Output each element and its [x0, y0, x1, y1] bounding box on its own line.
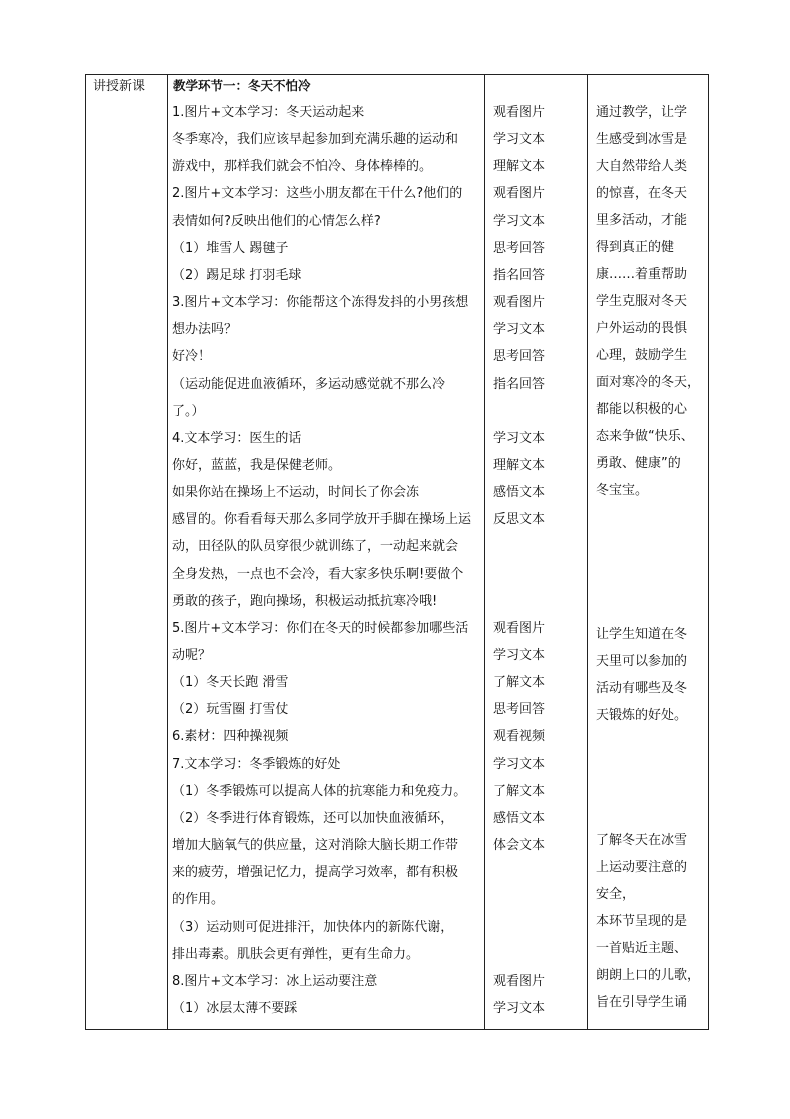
design-note-line: 都能以积极的心 [596, 402, 688, 417]
content-line: 5.图片+文本学习：你们在冬天的时候都参加哪些活 [172, 620, 469, 636]
teaching-content-cell [167, 75, 484, 1029]
design-note-line: 上运动要注意的 [596, 860, 688, 875]
content-line: 感冒的。你看看每天那么多同学放开手脚在操场上运 [172, 512, 472, 528]
activity-item: 学习文本 [493, 1000, 546, 1016]
content-line: 排出毒素。肌肤会更有弹性，更有生命力。 [172, 946, 420, 962]
design-note-line: 大自然带给人类 [596, 159, 688, 174]
activity-item: 学习文本 [493, 430, 546, 446]
design-note-line: 学生克服对冬天 [596, 294, 688, 309]
design-note [596, 621, 704, 729]
content-line: 增加大脑氧气的供应量，这对消除大脑长期工作带 [172, 838, 459, 854]
content-line: （1）冬季锻炼可以提高人体的抗寒能力和免疫力。 [172, 783, 467, 799]
activity-item: 了解文本 [493, 675, 546, 691]
design-note-line: 了解冬天在冰雪 [596, 833, 688, 848]
content-line: 1.图片+文本学习：冬天运动起来 [172, 105, 365, 120]
activity-item: 思考回答 [493, 349, 546, 365]
content-line: 勇敢的孩子，跑向操场，积极运动抵抗寒冷哦! [172, 593, 438, 609]
activity-item: 思考回答 [493, 702, 546, 718]
design-note-line: 的惊喜，在冬天 [596, 186, 688, 201]
activity-item: 理解文本 [493, 159, 546, 175]
content-line: （3）运动则可促进排汗，加快体内的新陈代谢， [172, 919, 454, 935]
content-line: 8.图片+文本学习：冰上运动要注意 [172, 973, 378, 989]
content-line: （2）冬季进行体育锻炼，还可以加快血液循环， [172, 810, 454, 826]
content-line: （1）冬天长跑 滑雪 [172, 675, 289, 691]
content-line: 冬季寒冷，我们应该早起参加到充满乐趣的运动和 [172, 132, 459, 148]
content-line: 表情如何?反映出他们的心情怎么样? [172, 213, 381, 229]
activity-item: 理解文本 [493, 457, 546, 473]
activity-item: 指名回答 [493, 267, 546, 283]
content-line: 游戏中，那样我们就会不怕冷、身体棒棒的。 [172, 159, 433, 175]
design-note-line: 户外运动的畏惧 [596, 321, 688, 336]
design-note-line: 康……着重帮助 [596, 267, 688, 282]
design-note-line: 心理，鼓励学生 [596, 348, 688, 363]
content-line: 4.文本学习：医生的话 [172, 430, 302, 446]
activity-item: 学习文本 [493, 322, 546, 338]
content-line: 来的疲劳，增强记忆力，提高学习效率，都有积极 [172, 865, 459, 881]
activity-item: 反思文本 [493, 512, 546, 528]
activity-item: 观看图片 [493, 620, 546, 636]
activity-item: 思考回答 [493, 240, 546, 256]
content-line: 想办法吗？ [172, 322, 238, 338]
content-line: 2.图片+文本学习：这些小朋友都在干什么?他们的 [172, 186, 463, 202]
content-line: 7.文本学习：冬季锻炼的好处 [172, 756, 341, 772]
design-note-line: 态来争做“快乐、 [596, 429, 694, 444]
content-line: 动呢？ [172, 648, 212, 663]
content-line: 6.素材：四种操视频 [172, 729, 289, 745]
design-note-line: 生感受到冰雪是 [596, 132, 688, 147]
design-note-line: 得到真正的健 [596, 240, 675, 255]
content-line: 3.图片+文本学习：你能帮这个冻得发抖的小男孩想 [172, 295, 469, 311]
lesson-table [85, 74, 709, 1030]
design-note-line: 朗朗上口的儿歌， [596, 968, 701, 983]
activity-item: 学习文本 [493, 213, 546, 229]
content-line: 了。） [172, 403, 205, 419]
section-heading: 教学环节一：冬天不怕冷 [173, 78, 311, 93]
design-note-line: 天锻炼的好处。 [596, 708, 688, 723]
section-label-cell [86, 75, 167, 1029]
content-line: （1）冰层太薄不要踩 [172, 1000, 298, 1016]
design-note-line: 冬宝宝。 [596, 483, 649, 498]
activity-item: 观看图片 [493, 973, 546, 989]
content-line: 全身发热，一点也不会冷，看大家多快乐啊!要做个 [172, 566, 464, 582]
activity-item: 指名回答 [493, 376, 546, 392]
content-line: （2）玩雪圈 打雪仗 [172, 702, 289, 718]
student-activity-cell [484, 75, 587, 1029]
content-line: （2）踢足球 打羽毛球 [172, 267, 302, 283]
design-note-line: 活动有哪些及冬 [596, 681, 688, 696]
content-line: 的作用。 [172, 892, 225, 908]
design-note-line: 通过教学，让学 [596, 105, 688, 120]
activity-item: 观看图片 [493, 105, 546, 120]
activity-item: 学习文本 [493, 648, 546, 663]
design-note-line: 一首贴近主题、 [596, 941, 688, 956]
design-note-line: 天里可以参加的 [596, 654, 688, 669]
content-line: （运动能促进血液循环，多运动感觉就不那么冷 [172, 376, 446, 392]
design-note [596, 99, 704, 504]
content-line: 好冷！ [172, 349, 212, 365]
design-note-line: 安全， [596, 887, 636, 902]
design-note-line: 本环节呈现的是 [596, 914, 688, 929]
design-note-line: 旨在引导学生诵 [596, 995, 688, 1010]
activity-item: 观看视频 [493, 729, 546, 745]
section-label: 讲授新课 [93, 79, 146, 94]
activity-item: 感悟文本 [493, 810, 546, 826]
design-note-line: 面对寒冷的冬天， [596, 375, 701, 390]
content-line: （1）堆雪人 踢毽子 [172, 240, 289, 256]
design-note-line: 勇敢、健康”的 [596, 456, 681, 471]
activity-item: 观看图片 [493, 186, 546, 202]
design-note [596, 827, 704, 1016]
activity-item: 体会文本 [493, 838, 546, 854]
activity-item: 学习文本 [493, 132, 546, 148]
content-line: 你好，蓝蓝，我是保健老师。 [172, 457, 342, 473]
activity-item: 学习文本 [493, 756, 546, 772]
activity-item: 了解文本 [493, 783, 546, 799]
design-intent-cell [587, 75, 710, 1029]
design-note-line: 里多活动，才能 [596, 213, 688, 228]
design-note-line: 让学生知道在冬 [596, 627, 688, 642]
activity-item: 感悟文本 [493, 485, 546, 501]
activity-item: 观看图片 [493, 295, 546, 311]
content-line: 如果你站在操场上不运动，时间长了你会冻 [172, 485, 420, 501]
content-line: 动，田径队的队员穿很少就训练了，一动起来就会 [172, 539, 459, 555]
